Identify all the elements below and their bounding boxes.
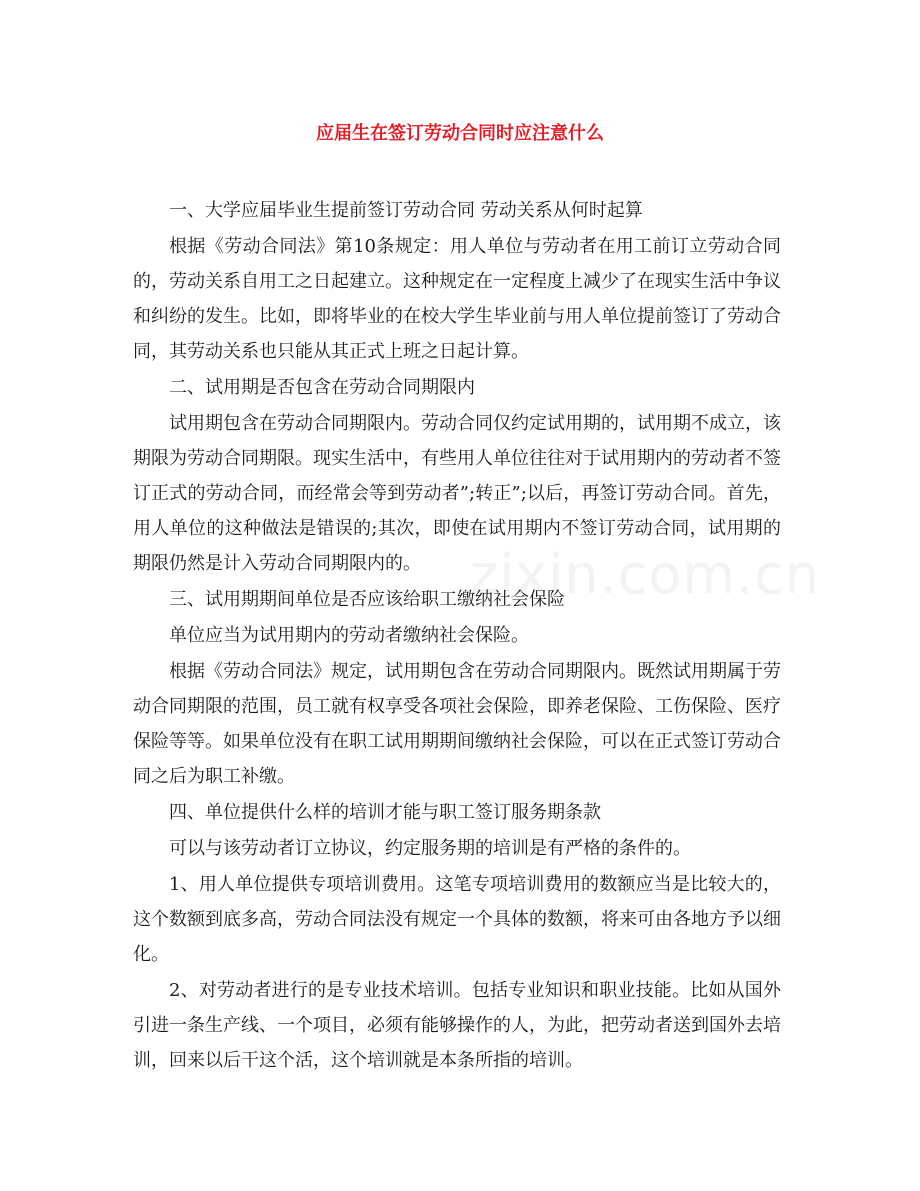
document-body	[133, 193, 781, 1079]
section-heading-3: 三、试用期期间单位是否应该给职工缴纳社会保险	[169, 589, 565, 610]
section-heading-4: 四、单位提供什么样的培训才能与职工签订服务期条款	[169, 802, 601, 823]
list-item: 1、用人单位提供专项培训费用。这笔专项培训费用的数额应当是比较大的，这个数额到底多高，劳动合同法没有规定一个具体的数额，将来可由各地方予以细化。	[133, 874, 781, 965]
watermark: zixin.com.cn	[470, 543, 821, 606]
document-title: 应届生在签订劳动合同时应注意什么	[316, 123, 604, 144]
list-item: 2、对劳动者进行的是专业技术培训。包括专业知识和职业技能。比如从国外引进一条生产线、一个项目，必须有能够操作的人，为此，把劳动者送到国外去培训，回来以后干这个活，这个培训就是本条所指的培训。	[133, 980, 781, 1071]
section-heading-2: 二、试用期是否包含在劳动合同期限内	[169, 377, 475, 398]
paragraph: 根据《劳动合同法》规定，试用期包含在劳动合同期限内。既然试用期属于劳动合同期限的范围，员工就有权享受各项社会保险，即养老保险、工伤保险、医疗保险等等。如果单位没有在职工试用期期间缴纳社会保险，可以在正式签订劳动合同之后为职工补缴。	[133, 661, 781, 787]
paragraph: 单位应当为试用期内的劳动者缴纳社会保险。	[169, 625, 529, 646]
paragraph: 根据《劳动合同法》第10条规定：用人单位与劳动者在用工前订立劳动合同的，劳动关系自用工之日起建立。这种规定在一定程度上减少了在现实生活中争议和纠纷的发生。比如，即将毕业的在校大学生毕业前与用人单位提前签订了劳动合同，其劳动关系也只能从其正式上班之日起计算。	[133, 236, 781, 362]
paragraph: 可以与该劳动者订立协议，约定服务期的培训是有严格的条件的。	[169, 838, 691, 859]
paragraph: 试用期包含在劳动合同期限内。劳动合同仅约定试用期的，试用期不成立，该期限为劳动合同期限。现实生活中，有些用人单位往往对于试用期内的劳动者不签订正式的劳动合同，而经常会等到劳动者”;转正”;以后，再签订劳动合同。首先，用人单位的这种做法是错误的;其次，即使在试用期内不签订劳动合同，试用期的期限仍然是计入劳动合同期限内的。	[133, 413, 781, 574]
section-heading-1: 一、大学应届毕业生提前签订劳动合同 劳动关系从何时起算	[169, 200, 643, 221]
